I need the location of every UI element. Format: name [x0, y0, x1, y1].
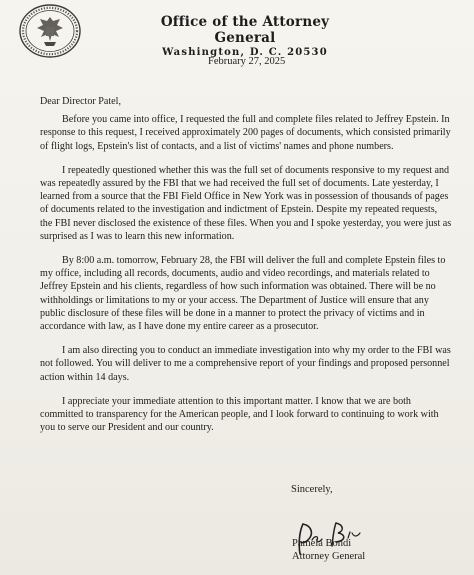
department-of-justice-seal-icon [17, 3, 83, 59]
salutation: Dear Director Patel, [40, 96, 121, 107]
letter-body [40, 95, 452, 445]
paragraph-2: I repeatedly questioned whether this was the full set of documents responsive to my request and was repeatedly assured by the FBI that we had received the full set of documents. Late yesterday, I learned from a source that the FBI Field Office in New York was in possession of thousands of pages of documents related to the investigation and indictment of Epstein. Despite my repeated requests, the FBI never disclosed the existence of these files. When you and I spoke yesterday, you were just as surprised as I was to learn this new information. [40, 164, 452, 242]
signer-title: Attorney General [292, 551, 366, 562]
signer-block [292, 537, 365, 563]
letterhead-city: Washington, D. C. 20530 [162, 47, 328, 58]
paragraph-3: By 8:00 a.m. tomorrow, February 28, the FBI will deliver the full and complete Epstein files to my office, including all records, documents, audio and video recordings, and materials related to Jeffrey Epstein and his clients, regardless of how such information was obtained. There will be no withholdings or limitations to my or your access. The Department of Justice will ensure that any public disclosure of these files will be done in a manner to protect the privacy of victims and in accordance with law, as I have done my entire career as a prosecutor. [40, 255, 446, 333]
paragraph-4: I am also directing you to conduct an immediate investigation into why my order to the FBI was not followed. You will deliver to me a comprehensive report of your findings and proposed personnel action within 14 days. [40, 345, 451, 383]
letterhead-office: Office of the Attorney General [160, 14, 330, 46]
paragraph-1: Before you came into office, I requested the full and complete files related to Jeffrey Epstein. In response to this request, I received approximately 200 pages of documents, which consisted primarily of flight logs, Epstein's list of contacts, and a list of victims' names and phone numbers. [40, 114, 451, 152]
letter-date: February 27, 2025 [208, 56, 286, 67]
letterhead [140, 14, 350, 60]
closing: Sincerely, [291, 484, 333, 495]
signer-name: Pamela Bondi [292, 538, 352, 549]
paragraph-5: I appreciate your immediate attention to this important matter. I know that we are both committed to transparency for the American people, and I look forward to continuing to work with you to serve our President and our country. [40, 395, 439, 434]
